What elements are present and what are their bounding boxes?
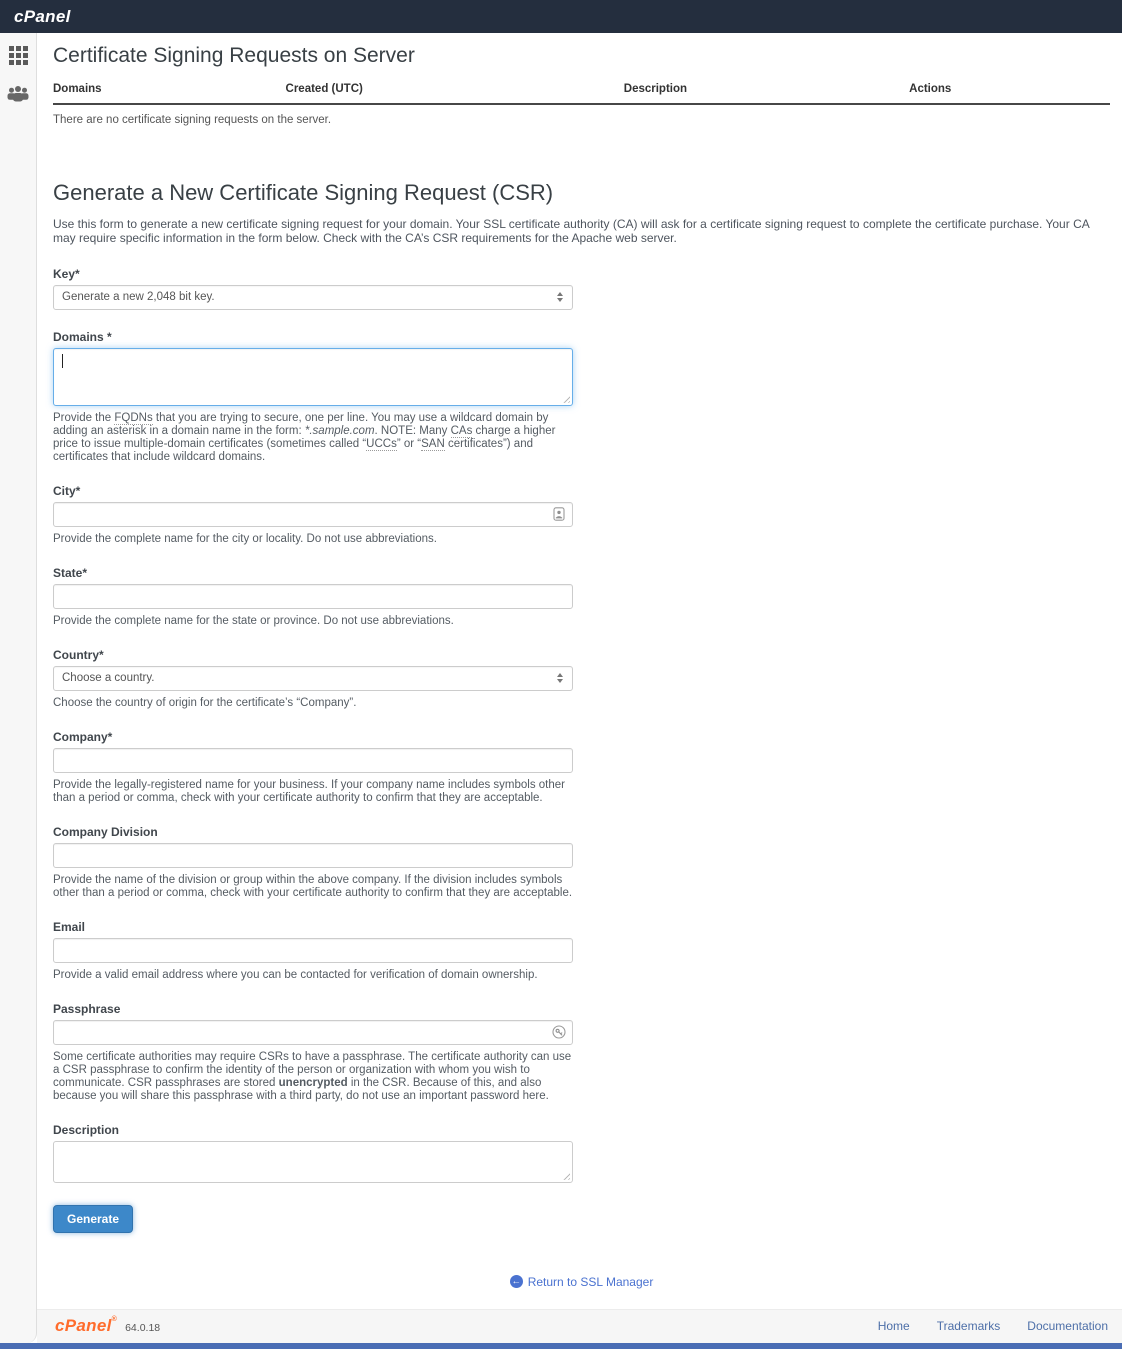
select-stepper-icon <box>557 292 563 302</box>
form-intro: Use this form to generate a new certificate signing request for your domain. Your SSL certificate authority (CA) will ask for a certificate signing request to complete the certificate purchase. Your CA may require specific information in the form below. Check with the CA’s CSR requirements for the Apache web server. <box>53 216 1090 245</box>
cpanel-logo: cPanel <box>14 6 71 26</box>
state-input[interactable] <box>53 584 573 609</box>
city-help: Provide the complete name for the city or locality. Do not use abbreviations. <box>53 532 437 545</box>
version-number: 64.0.18 <box>125 1322 161 1335</box>
domains-textarea[interactable] <box>53 348 573 406</box>
company-input[interactable] <box>53 748 573 773</box>
key-select-value: Generate a new 2,048 bit key. <box>62 291 215 304</box>
email-help: Provide a valid email address where you can be contacted for verification of domain ownership. <box>53 968 538 981</box>
top-navbar <box>0 0 1122 33</box>
company-division-label: Company Division <box>53 824 158 839</box>
generate-button[interactable]: Generate <box>53 1205 133 1233</box>
circle-arrow-left-icon: ← <box>511 1275 521 1287</box>
field-state <box>53 566 573 628</box>
email-label: Email <box>53 919 86 934</box>
field-passphrase <box>53 1002 573 1103</box>
passphrase-help: Some certificate authorities may require CSRs to have a passphrase. The certificate authority can use a CSR passphrase to confirm the identity of the person or organization with whom you wish to communicate. CSR passphrases are stored unencrypted in the CSR. Because of this, and also because you will share this passphrase with a third party, do not use an important password here. <box>53 1050 572 1102</box>
country-select[interactable] <box>53 666 573 691</box>
city-input[interactable] <box>53 502 573 527</box>
field-domains <box>53 330 573 464</box>
state-help: Provide the complete name for the state or province. Do not use abbreviations. <box>53 614 454 627</box>
col-header-domains: Domains <box>53 75 286 104</box>
col-header-description: Description <box>624 75 909 104</box>
empty-table-message: There are no certificate signing requests on the server. <box>53 114 332 127</box>
csr-form <box>53 267 1110 1233</box>
footer-links <box>851 1319 1108 1333</box>
country-label: Country* <box>53 647 104 662</box>
return-link-label: Return to SSL Manager <box>527 1274 654 1289</box>
footer-link-trademarks[interactable]: Trademarks <box>936 1319 1001 1334</box>
company-help: Provide the legally-registered name for your business. If your company name includes symbols other than a period or comma, check with your certificate authority to confirm that they are acceptable. <box>53 778 565 804</box>
contact-autofill-icon[interactable] <box>552 507 566 521</box>
page-title: Certificate Signing Requests on Server <box>53 44 415 67</box>
page-footer <box>37 1309 1122 1343</box>
resize-handle[interactable] <box>561 394 570 403</box>
description-label: Description <box>53 1122 120 1137</box>
bottom-accent-bar <box>0 1343 1122 1349</box>
description-textarea[interactable] <box>53 1141 573 1183</box>
cpanel-footer-logo: cPanel® <box>55 1316 118 1336</box>
footer-link-documentation[interactable]: Documentation <box>1027 1319 1108 1334</box>
domains-label: Domains * <box>53 329 112 344</box>
col-header-created: Created (UTC) <box>286 75 624 104</box>
resize-handle[interactable] <box>561 1171 570 1180</box>
footer-link-home[interactable]: Home <box>877 1319 910 1334</box>
company-division-input[interactable] <box>53 843 573 868</box>
registered-mark: ® <box>111 1316 118 1324</box>
country-select-value: Choose a country. <box>62 672 155 685</box>
passphrase-input[interactable] <box>53 1020 573 1045</box>
left-sidebar <box>0 33 37 1343</box>
csr-table <box>53 75 1110 137</box>
email-input[interactable] <box>53 938 573 963</box>
field-description <box>53 1123 573 1183</box>
col-header-actions: Actions <box>909 75 1110 104</box>
grid-icon <box>9 46 28 70</box>
table-row <box>53 104 1110 137</box>
key-label: Key* <box>53 266 80 281</box>
company-label: Company* <box>53 729 113 744</box>
field-country <box>53 648 573 710</box>
field-key <box>53 267 573 310</box>
passphrase-label: Passphrase <box>53 1001 121 1016</box>
select-stepper-icon <box>557 673 563 683</box>
text-cursor <box>62 354 63 368</box>
field-city <box>53 484 573 546</box>
key-autofill-icon[interactable] <box>552 1025 566 1039</box>
country-help: Choose the country of origin for the certificate’s “Company”. <box>53 696 357 709</box>
domains-help: Provide the FQDNs that you are trying to secure, one per line. You may use a wildcard domain by adding an asterisk in a domain name in the form: *.sample.com. NOTE: Many CAs charge a higher price to issue multiple-domain certificates (sometimes called “UCCs” or “SAN certificates”) and certificates that include wildcard domains. <box>53 411 556 463</box>
users-icon <box>6 84 30 110</box>
form-title: Generate a New Certificate Signing Request (CSR) <box>53 180 554 206</box>
apps-grid-button[interactable] <box>5 46 31 70</box>
users-button[interactable] <box>5 85 31 109</box>
field-company-division <box>53 825 573 900</box>
state-label: State* <box>53 565 88 580</box>
field-email <box>53 920 573 982</box>
city-label: City* <box>53 483 81 498</box>
company-division-help: Provide the name of the division or group within the above company. If the division includes symbols other than a period or comma, check with your certificate authority to confirm that they are acceptable. <box>53 873 573 899</box>
return-to-ssl-manager-link[interactable] <box>510 1275 654 1289</box>
key-select[interactable] <box>53 285 573 310</box>
field-company <box>53 730 573 805</box>
